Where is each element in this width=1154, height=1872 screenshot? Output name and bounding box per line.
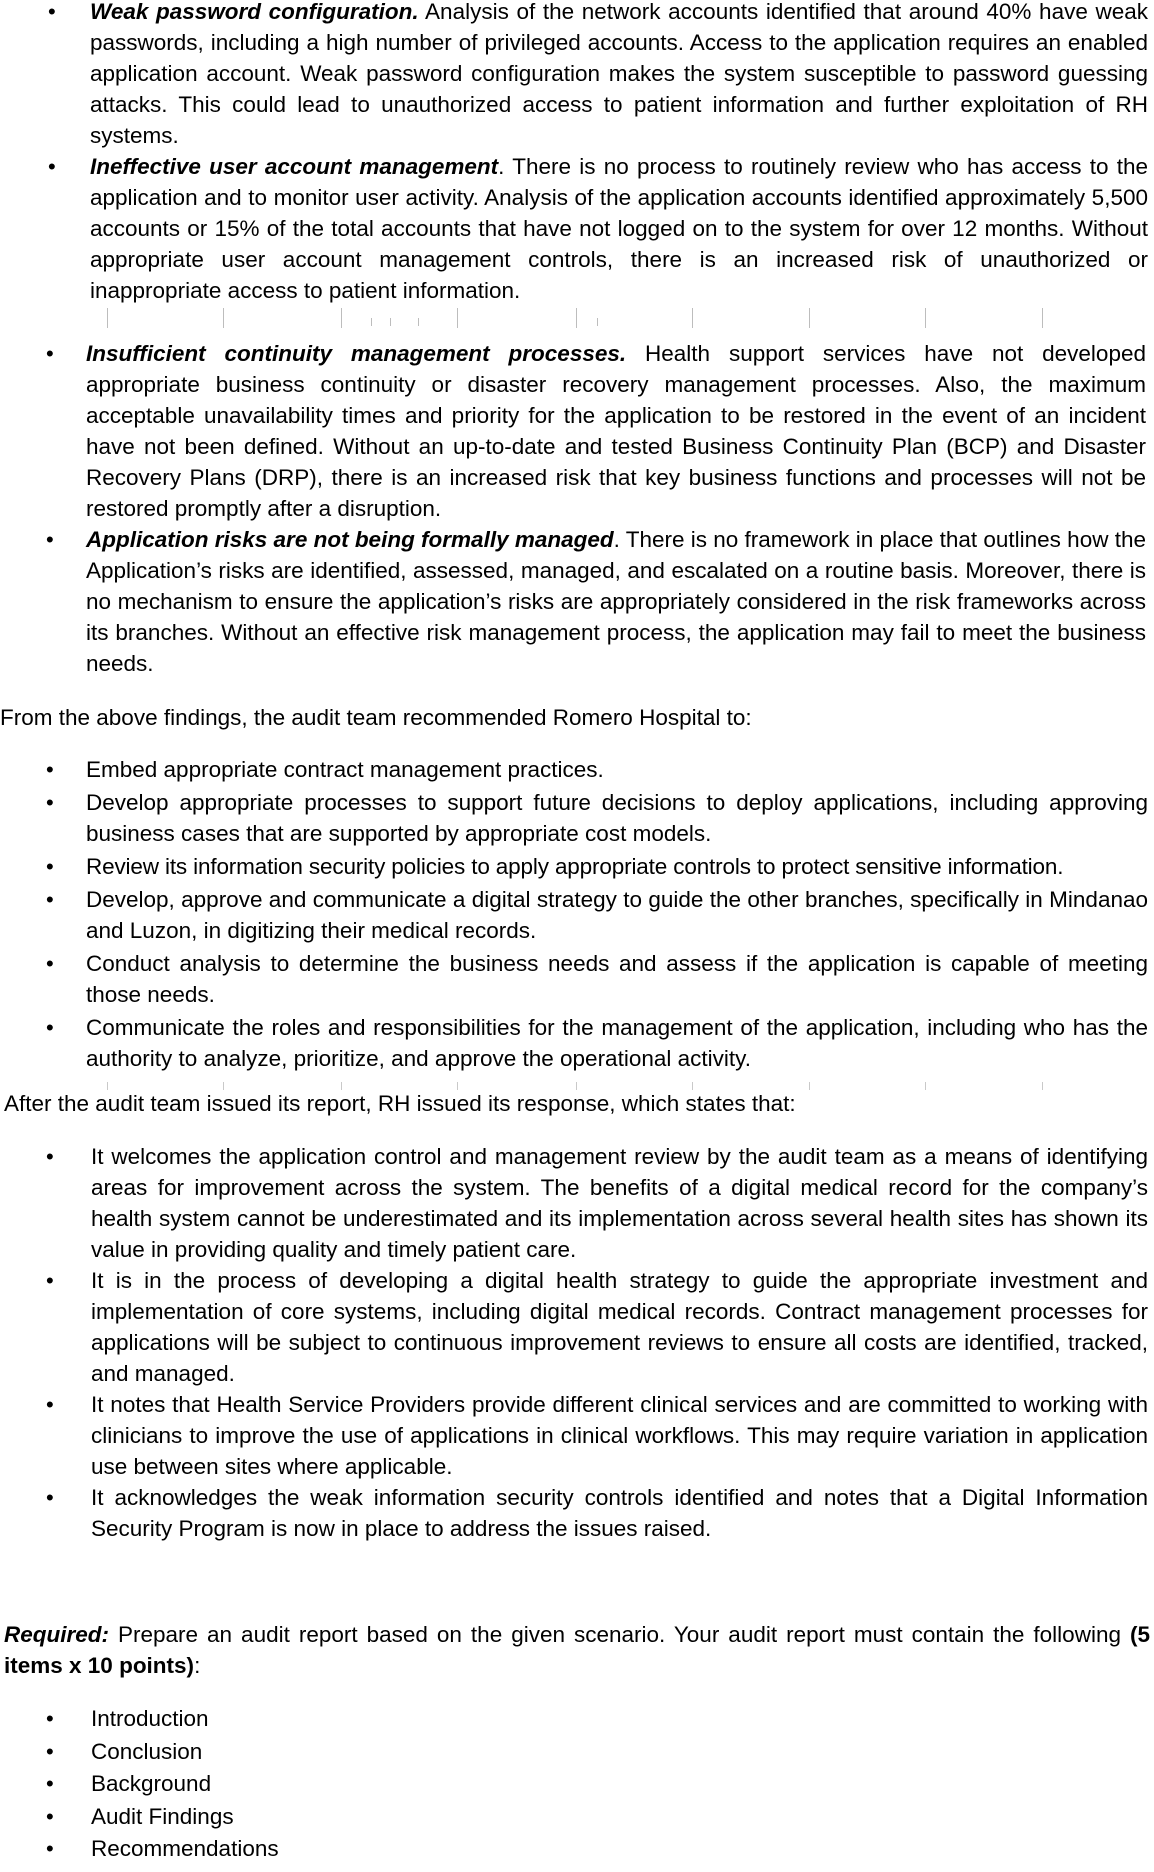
page-break-tick [809, 308, 810, 328]
report-item-text: Audit Findings [91, 1803, 234, 1829]
bullet-icon [46, 1389, 56, 1399]
report-items-list [91, 1703, 691, 1866]
response-text: It notes that Health Service Providers provide different clinical services and are committed to working with clinicians to improve the use of applications in clinical workflows. This may require variation in application use between sites where applicable. [91, 1392, 1148, 1479]
finding-lead: Application risks are not being formally managed [86, 527, 614, 552]
report-item-text: Introduction [91, 1706, 209, 1731]
recommendation-text: Develop, approve and communicate a digital strategy to guide the other branches, specifically in Mindanao and Luzon, in digitizing their medical records. [86, 887, 1148, 943]
page-break-tick [925, 1082, 926, 1090]
required-text: Prepare an audit report based on the given scenario. Your audit report must contain the following [109, 1622, 1121, 1647]
recommendation-item [86, 884, 1148, 946]
response-item [91, 1265, 1148, 1389]
recommendation-text: Communicate the roles and responsibilities for the management of the application, including who has the authority to analyze, prioritize, and approve the operational activity. [86, 1015, 1148, 1071]
bullet-icon [46, 1801, 56, 1811]
required-label: Required: [4, 1622, 110, 1647]
recommendation-text: Develop appropriate processes to support future decisions to deploy applications, including approving business cases that are supported by appropriate cost models. [86, 790, 1148, 846]
finding-item [86, 524, 1146, 679]
bullet-icon [46, 1736, 56, 1746]
bullet-icon [46, 851, 56, 861]
required-paragraph [4, 1619, 1150, 1681]
responses-list [91, 1141, 1148, 1544]
page-break-tick [107, 308, 108, 328]
bullet-icon [46, 787, 56, 797]
page-break-tick [576, 308, 577, 328]
page-break-tick [390, 318, 391, 326]
bullet-icon [46, 1768, 56, 1778]
bullet-icon [46, 1833, 56, 1843]
recommendation-item [86, 754, 1148, 785]
response-item [91, 1389, 1148, 1482]
bullet-icon [46, 1703, 56, 1713]
recommendation-text: Embed appropriate contract management practices. [86, 757, 604, 782]
response-text: It is in the process of developing a digital health strategy to guide the appropriate investment and implementation of core systems, including digital medical records. Contract management processes for applications will be subject to continuous improvement reviews to ensure all costs are identified, tracked, and managed. [91, 1268, 1148, 1386]
page-break-tick [925, 308, 926, 328]
recommendation-item [86, 1012, 1148, 1074]
finding-item [90, 0, 1148, 151]
report-item [91, 1703, 691, 1736]
finding-lead: Weak password configuration. [90, 0, 419, 24]
bullet-icon [48, 151, 58, 161]
response-intro: After the audit team issued its report, RH issued its response, which states that: [4, 1091, 796, 1116]
bullet-icon [48, 0, 58, 6]
bullet-icon [46, 948, 56, 958]
page-break-tick [371, 318, 372, 326]
bullet-icon [46, 1012, 56, 1022]
finding-item [86, 338, 1146, 524]
findings-list-part2 [86, 338, 1146, 679]
report-item-text: Conclusion [91, 1738, 203, 1764]
response-text: It acknowledges the weak information security controls identified and notes that a Digital Information Security Program is now in place to address the issues raised. [91, 1485, 1148, 1541]
recommendation-item [86, 851, 1148, 882]
bullet-icon [46, 754, 56, 764]
response-text: It welcomes the application control and management review by the audit team as a means of identifying areas for improvement across the system. The benefits of a digital medical record for the company’s health system cannot be underestimated and its implementation across several health sites has shown its value in providing quality and timely patient care. [91, 1144, 1148, 1262]
page-break-tick [1042, 308, 1043, 328]
bullet-icon [46, 524, 56, 534]
recommendation-text: Conduct analysis to determine the business needs and assess if the application is capable of meeting those needs. [86, 951, 1148, 1007]
required-colon: : [194, 1653, 201, 1678]
bullet-icon [46, 1141, 56, 1151]
bullet-icon [46, 884, 56, 894]
finding-text: Analysis of the network accounts identified that around 40% have weak passwords, including a high number of privileged accounts. Access to the application requires an enabled application account. Weak password configuration makes the system susceptible to password guessing attacks. This could lead to unauthorized access to patient information and further exploitation of RH systems. [90, 0, 1148, 148]
response-item [91, 1141, 1148, 1265]
recommendation-item [86, 787, 1148, 849]
recommendation-text: Review its information security policies to apply appropriate controls to protect sensitive information. [86, 854, 1064, 879]
report-item-text: Background [91, 1771, 212, 1796]
required-points: (5 items x 10 points) [4, 1622, 1150, 1678]
report-item [91, 1833, 691, 1866]
page-break-tick [809, 1082, 810, 1090]
finding-text: . There is no framework in place that outlines how the Application’s risks are identified, assessed, managed, and escalated on a routine basis. Moreover, there is no mechanism to ensure the application’s risks are appropriately considered in the risk frameworks across its branches. Without an effective risk management process, the application may fail to meet the business needs. [86, 527, 1146, 676]
recommendation-item [86, 948, 1148, 1010]
finding-item [90, 151, 1148, 306]
findings-list-part1 [90, 0, 1148, 306]
page-break-tick [692, 308, 693, 328]
bullet-icon [46, 1265, 56, 1275]
finding-text: . There is no process to routinely review who has access to the application and to monitor user activity. Analysis of the application accounts identified approximately 5,500 accounts or 15% of the total accounts that have not logged on to the system for over 12 months. Without appropriate user account management controls, there is an increased risk of unauthorized or inappropriate access to patient information. [90, 154, 1148, 303]
report-item-text: Recommendations [91, 1836, 279, 1861]
finding-text: Health support services have not developed appropriate business continuity or disaster recovery management processes. Also, the maximum acceptable unavailability times and priority for the application to be restored in the event of an incident have not been defined. Without an up-to-date and tested Business Continuity Plan (BCP) and Disaster Recovery Plans (DRP), there is an increased risk that key business functions and processes will not be restored promptly after a disruption. [86, 341, 1146, 521]
report-item [91, 1768, 691, 1801]
recommendations-intro: From the above findings, the audit team recommended Romero Hospital to: [0, 705, 752, 730]
page-break-tick [418, 318, 419, 326]
response-item [91, 1482, 1148, 1544]
report-item [91, 1736, 691, 1769]
finding-lead: Insufficient continuity management processes. [86, 341, 627, 366]
recommendations-list [86, 754, 1148, 1076]
page-break-tick [223, 308, 224, 328]
bullet-icon [46, 338, 56, 348]
page-break-marks [0, 308, 1154, 330]
page-break-tick [597, 318, 598, 326]
page-break-tick [341, 308, 342, 328]
page-break-tick [1042, 1082, 1043, 1090]
finding-lead: Ineffective user account management [90, 154, 499, 179]
bullet-icon [46, 1482, 56, 1492]
page-break-tick [457, 308, 458, 328]
report-item [91, 1801, 691, 1834]
